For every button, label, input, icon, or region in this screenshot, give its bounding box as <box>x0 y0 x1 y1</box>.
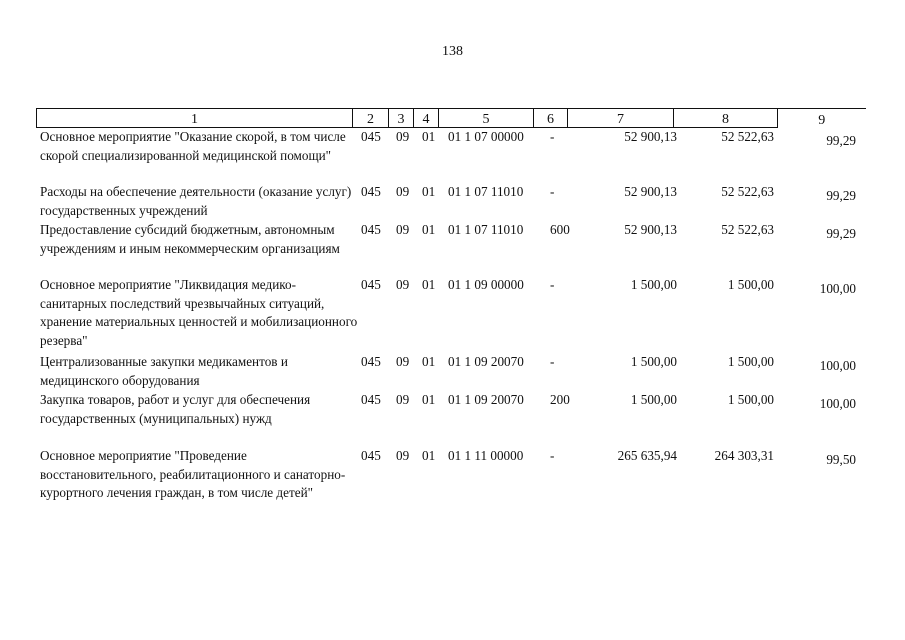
row-name: Основное мероприятие "Оказание скорой, в том числе скорой специализированной медицинской помощи" <box>40 129 346 163</box>
execution-percent: 99,29 <box>826 133 856 148</box>
expense-type-code: - <box>550 448 555 463</box>
column-header-3: 3 <box>389 109 414 128</box>
execution-percent: 99,29 <box>826 188 856 203</box>
execution-percent: 100,00 <box>819 358 856 373</box>
actual-amount: 1 500,00 <box>727 354 774 369</box>
execution-percent: 99,50 <box>826 452 856 467</box>
column-header-8: 8 <box>674 109 778 128</box>
target-article-code: 01 1 09 20070 <box>448 392 524 407</box>
section-code: 09 <box>396 448 410 463</box>
column-header-6: 6 <box>534 109 568 128</box>
actual-amount: 52 522,63 <box>721 222 774 237</box>
section-code: 09 <box>396 222 410 237</box>
expense-type-code: - <box>550 129 555 144</box>
expense-type-code: 200 <box>550 392 570 407</box>
grbs-code: 045 <box>361 184 381 199</box>
target-article-code: 01 1 09 20070 <box>448 354 524 369</box>
target-article-code: 01 1 07 11010 <box>448 184 524 199</box>
subsection-code: 01 <box>422 354 436 369</box>
actual-amount: 52 522,63 <box>721 129 774 144</box>
expense-type-code: 600 <box>550 222 570 237</box>
column-header-row <box>36 108 866 128</box>
planned-amount: 1 500,00 <box>630 277 677 292</box>
grbs-code: 045 <box>361 392 381 407</box>
section-code: 09 <box>396 184 410 199</box>
actual-amount: 264 303,31 <box>714 448 774 463</box>
execution-percent: 100,00 <box>819 281 856 296</box>
planned-amount: 52 900,13 <box>624 129 677 144</box>
planned-amount: 265 635,94 <box>617 448 677 463</box>
section-code: 09 <box>396 392 410 407</box>
subsection-code: 01 <box>422 129 436 144</box>
grbs-code: 045 <box>361 354 381 369</box>
row-name: Предоставление субсидий бюджетным, автономным учреждениям и иным некоммерческим организациям <box>40 222 340 256</box>
section-code: 09 <box>396 129 410 144</box>
grbs-code: 045 <box>361 222 381 237</box>
planned-amount: 52 900,13 <box>624 184 677 199</box>
actual-amount: 52 522,63 <box>721 184 774 199</box>
expense-type-code: - <box>550 184 555 199</box>
target-article-code: 01 1 09 00000 <box>448 277 524 292</box>
target-article-code: 01 1 07 00000 <box>448 129 524 144</box>
column-header-2: 2 <box>353 109 389 128</box>
subsection-code: 01 <box>422 392 436 407</box>
execution-percent: 99,29 <box>826 226 856 241</box>
subsection-code: 01 <box>422 222 436 237</box>
column-header-7: 7 <box>568 109 674 128</box>
column-header-5: 5 <box>439 109 534 128</box>
actual-amount: 1 500,00 <box>727 277 774 292</box>
target-article-code: 01 1 11 00000 <box>448 448 524 463</box>
grbs-code: 045 <box>361 277 381 292</box>
expense-type-code: - <box>550 354 555 369</box>
subsection-code: 01 <box>422 184 436 199</box>
target-article-code: 01 1 07 11010 <box>448 222 524 237</box>
grbs-code: 045 <box>361 448 381 463</box>
column-header-1: 1 <box>37 109 353 128</box>
section-code: 09 <box>396 277 410 292</box>
row-name: Закупка товаров, работ и услуг для обеспечения государственных (муниципальных) нужд <box>40 392 311 426</box>
execution-percent: 100,00 <box>819 396 856 411</box>
planned-amount: 1 500,00 <box>630 354 677 369</box>
section-code: 09 <box>396 354 410 369</box>
row-name: Расходы на обеспечение деятельности (оказание услуг) государственных учреждений <box>40 184 352 218</box>
page-number: 138 <box>442 44 463 59</box>
actual-amount: 1 500,00 <box>727 392 774 407</box>
column-header-9: 9 <box>778 109 866 128</box>
planned-amount: 52 900,13 <box>624 222 677 237</box>
planned-amount: 1 500,00 <box>630 392 677 407</box>
column-header-4: 4 <box>414 109 439 128</box>
grbs-code: 045 <box>361 129 381 144</box>
row-name: Основное мероприятие "Проведение восстановительного, реабилитационного и санаторно-курортного лечения граждан, в том числе детей" <box>40 448 346 500</box>
expense-type-code: - <box>550 277 555 292</box>
row-name: Централизованные закупки медикаментов и медицинского оборудования <box>40 354 288 388</box>
subsection-code: 01 <box>422 277 436 292</box>
subsection-code: 01 <box>422 448 436 463</box>
row-name: Основное мероприятие "Ликвидация медико-санитарных последствий чрезвычайных ситуаций, хранение материальных ценностей и мобилизационного резерва" <box>40 277 358 348</box>
